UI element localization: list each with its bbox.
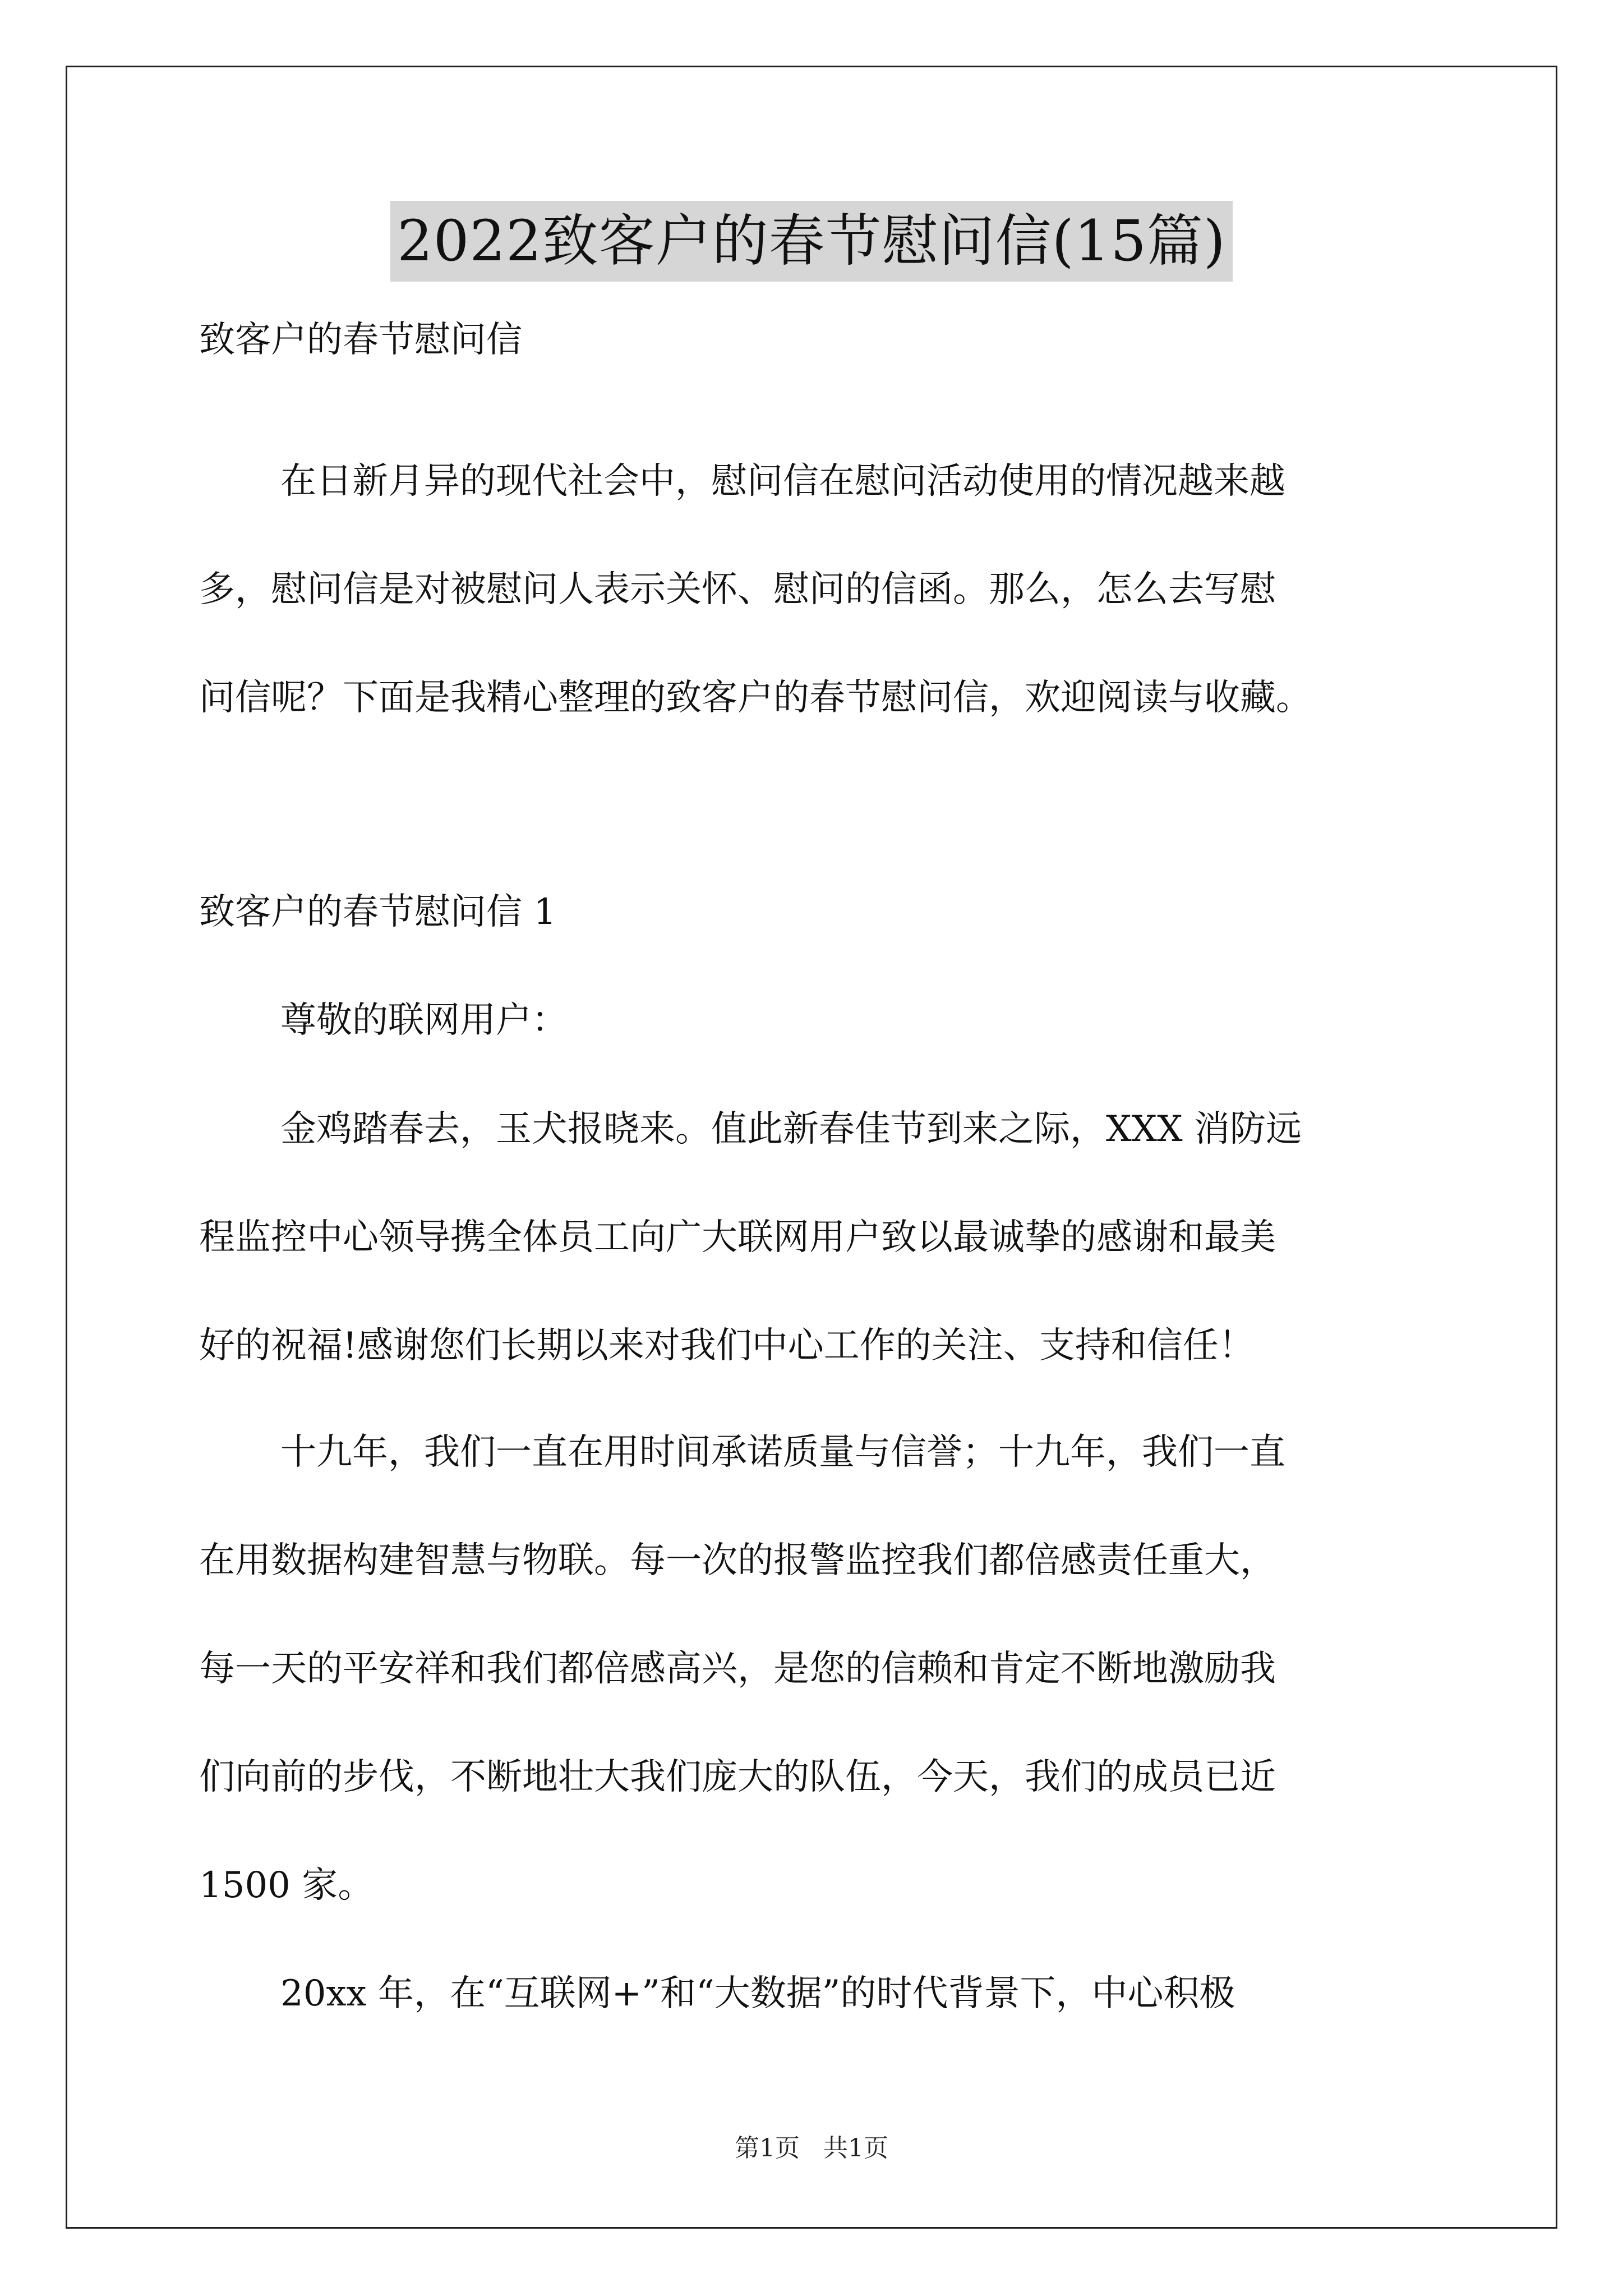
paragraph-line: 1500 家。: [199, 1865, 374, 1906]
paragraph-line: 程监控中心领导携全体员工向广大联网用户致以最诚挚的感谢和最美: [199, 1217, 1276, 1258]
paragraph-line: 每一天的平安祥和我们都倍感高兴，是您的信赖和肯定不断地激励我: [199, 1648, 1276, 1690]
page-total: 共1页: [823, 2134, 888, 2162]
page-footer: [0, 2132, 1623, 2165]
salutation: 尊敬的联网用户：: [280, 1000, 568, 1041]
paragraph-line: 多，慰问信是对被慰问人表示关怀、慰问的信函。那么，怎么去写慰: [199, 569, 1276, 610]
paragraph-line: 金鸡踏春去，玉犬报晓来。值此新春佳节到来之际，XXX 消防远: [280, 1108, 1302, 1150]
page-number: 第1页: [735, 2134, 800, 2162]
document-title: 2022致客户的春节慰问信(15篇): [390, 201, 1233, 282]
paragraph-line: 们向前的步伐，不断地壮大我们庞大的队伍，今天，我们的成员已近: [199, 1756, 1276, 1798]
section-heading: 致客户的春节慰问信 1: [199, 891, 557, 933]
paragraph-line: 十九年，我们一直在用时间承诺质量与信誉；十九年，我们一直: [280, 1432, 1285, 1473]
paragraph-line: 在用数据构建智慧与物联。每一次的报警监控我们都倍感责任重大，: [199, 1540, 1276, 1581]
paragraph-line: 20xx 年，在“互联网+”和“大数据”的时代背景下，中心积极: [280, 1973, 1235, 2014]
section-heading: 致客户的春节慰问信: [199, 319, 522, 361]
title-container: [0, 201, 1623, 282]
paragraph-line: 在日新月异的现代社会中，慰问信在慰问活动使用的情况越来越: [280, 461, 1285, 502]
paragraph-line: 问信呢？下面是我精心整理的致客户的春节慰问信，欢迎阅读与收藏。: [199, 677, 1312, 719]
paragraph-line: 好的祝福!感谢您们长期以来对我们中心工作的关注、支持和信任！: [199, 1325, 1255, 1366]
